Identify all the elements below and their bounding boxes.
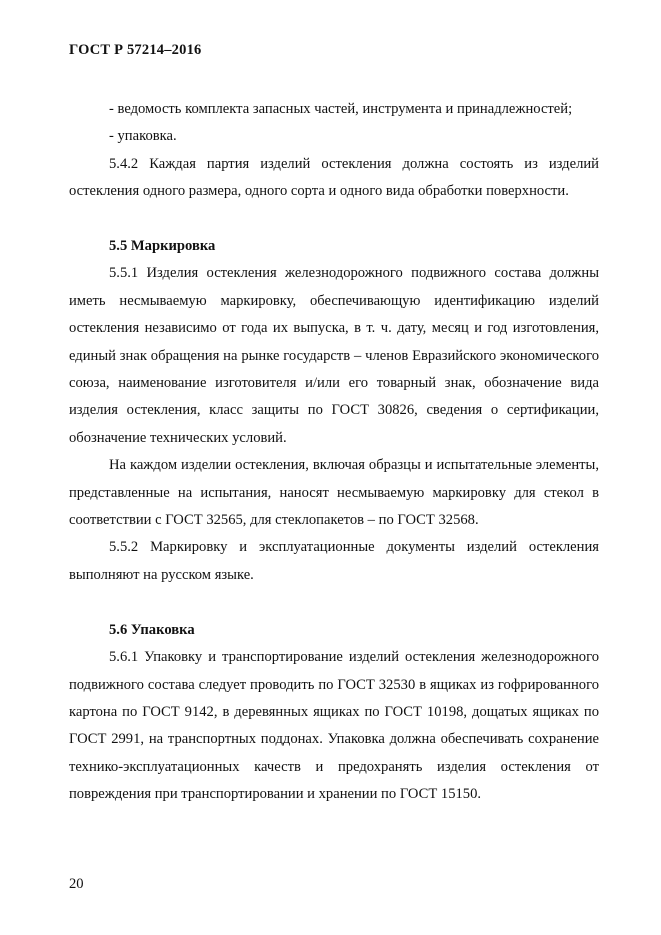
paragraph-packaging-item: - упаковка. [109,128,177,145]
paragraph-marking-samples: На каждом изделии остекления, включая образцы и испытательные элементы, представленные на испытания, наносят несмываемую маркировку для стекол в соответствии с ГОСТ 32565, для стеклопакетов – по ГОСТ 32568. [69,457,599,529]
section-gap [69,589,599,616]
document-header: ГОСТ Р 57214–2016 [69,42,202,58]
paragraph-5-5-1: 5.5.1 Изделия остекления железнодорожного подвижного состава должны иметь несмываемую маркировку, обеспечивающую идентификацию изделий остекления независимо от года их выпуска, в т. ч. дату, месяц и год изготовления, единый знак обращения на рынке государств – членов Евразийского экономического союза, наименование изготовителя и/или его товарный знак, обозначение вида изделия остекления, класс защиты по ГОСТ 30826, сведения о сертификации, обозначение технических условий. [69,265,599,446]
section-heading-marking: 5.5 Маркировка [109,238,216,255]
document-body [69,96,599,809]
paragraph-spare-parts-list: - ведомость комплекта запасных частей, инструмента и принадлежностей; [109,101,573,117]
paragraph-5-6-1: 5.6.1 Упаковку и транспортирование изделий остекления железнодорожного подвижного состава следует проводить по ГОСТ 32530 в ящиках из гофрированного картона по ГОСТ 9142, в деревянных ящиках по ГОСТ 10198, дощатых ящиках по ГОСТ 2991, на транспортных поддонах. Упаковка должна обеспечивать сохранение технико-эксплуатационных качеств и предохранять изделия остекления от повреждения при транспортировании и хранении по ГОСТ 15150. [69,649,599,803]
paragraph-5-4-2: 5.4.2 Каждая партия изделий остекления должна состоять из изделий остекления одного размера, одного сорта и одного вида обработки поверхности. [69,155,599,200]
page-number: 20 [69,876,84,892]
section-gap [69,206,599,233]
section-heading-packaging: 5.6 Упаковка [109,621,195,638]
paragraph-5-5-2: 5.5.2 Маркировку и эксплуатационные документы изделий остекления выполняют на русском языке. [69,539,599,583]
